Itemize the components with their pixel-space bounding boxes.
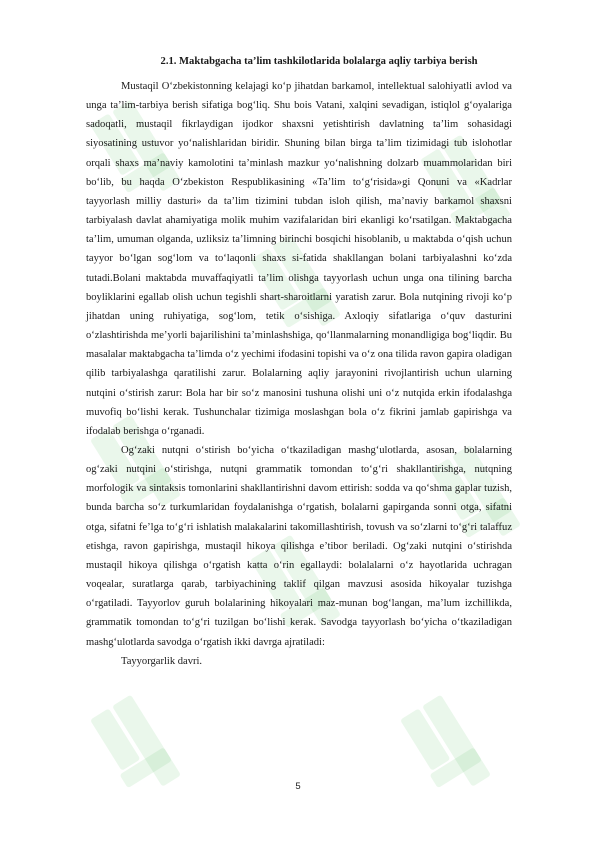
- page-number: 5: [295, 781, 301, 792]
- section-heading: 2.1. Maktabgacha ta’lim tashkilotlarida bolalarga aqliy tarbiya berish: [160, 56, 478, 67]
- paragraph: Og‘zaki nutqni o‘stirish bo‘yicha o‘tkaziladigan mashg‘ulotlarda, asosan, bolalarning og‘zaki nutqini o‘stirishga, nutqni grammatik tomondan to‘g‘ri shakllantirishga, nutqning morfologik va sintaksis tomonlarini shakllantirishni davom ettirish: sodda va qo‘shma gaplar tuzish, bunda barcha so‘z turkumlaridan foydalanishga o‘rgatish, bolalarni gapirganda sonni otga, sifatni otga, sifatni fe’lga to‘g‘ri ishlatish malakalarini takomillashtirish, tovush va so‘zlarni to‘g‘ri talaffuz etishga, ravon gapirishga, mustaqil hikoya qilishga e’tibor beriladi. Og‘zaki nutqini o‘stirishda mustaqil hikoya qilishga o‘rgatish katta o‘rin egallaydi: bolalalarni o‘z hayotlarida uchragan voqealar, suratlarga qarab, tarbiyachining taklif qilgan mavzusi asosida hikoyalar tuzishga o‘rgatiladi. Tayyorlov guruh bolalarining hikoyalari maz-munan bog‘langan, ma’lum izchillikda, grammatik tomondan to‘g‘ri tuzilgan bo‘lishi kerak. Savodga tayyorlash bo‘yicha o‘tkaziladigan mashg‘ulotlarda savodga o‘rgatish ikki davrga ajratiladi:: [86, 444, 512, 648]
- paragraph: Mustaqil O‘zbekistonning kelajagi ko‘p jihatdan barkamol, intellektual salohiyatli avlod va unga ta’lim-tarbiya berish sifatiga bog‘liq. Shu bois Vatani, xalqini sevadigan, istiqlol g‘oyalariga sadoqatli, mustaqil fikrlaydigan ijodkor shaxsni yetishtirish davlatning ta’lim sohasidagi siyosatining ustuvor yo‘nalishlaridan biridir. Shuning bilan birga ta’lim tizimidagi tub islohotlar orqali shaxs ma’naviy kamolotini ta’minlash mazkur yo‘nalishning dolzarb muammolaridan biri bo‘lib, bu haqda O‘zbekiston Respublikasining «Ta’lim to‘g‘risida»gi Qonuni va «Kadrlar tayyorlash milliy dasturi» da ta’lim tizimini tubdan isloh qilish, ma’naviy barkamol shaxsni tarbiyalash davlat ahamiyatiga molik muhim vazifalaridan biri ekanligi ko‘rsatilgan. Maktabgacha ta’lim, umuman olganda, uzliksiz ta’limning birinchi bosqichi hisoblanib, u maktabda o‘qish uchun tayyor bo‘lgan sog‘lom va to‘laqonli shaxs si-fatida shakllangan bolani tarbiyalashni ko‘zda tutadi.Bolani maktabda muvaffaqiyatli ta’lim olishga tayyorlash uchun unga ona tilining barcha boyliklarini egallab olish uchun tegishli shart-sharoitlarni yaratish zarur. Bola nutqining rivoji ko‘p jihatdan uning ruhiyatiga, sog‘lom, tetik o‘sishiga. Axloqiy sifatlariga o‘quv dasturini o‘zlashtirishda me’yorli bajarilishini ta’minlashshiga, qo‘llanmalarning monandligiga bog‘liqdir. Bu masalalar maktabgacha ta’limda o‘z yechimi ifodasini topishi va o‘z ona tilida ravon gapira oladigan qilib tarbiyalashga qaratilishi zarur. Bolalarning aqliy jarayonini rivojlantirish uchun ularning nutqini o‘stirish zarur: Bola har bir so‘z manosini tushuna olishi uni o‘z nutqida erkin ifodalashga muvofiq bo‘lishi kerak. Tushunchalar tizimiga moslashgan bola o‘z fikrini jamlab gapirishga va ifodalab berishga o‘rganadi.: [86, 81, 512, 437]
- paragraph: Tayyorgarlik davri.: [121, 655, 203, 667]
- document-body: [86, 56, 512, 671]
